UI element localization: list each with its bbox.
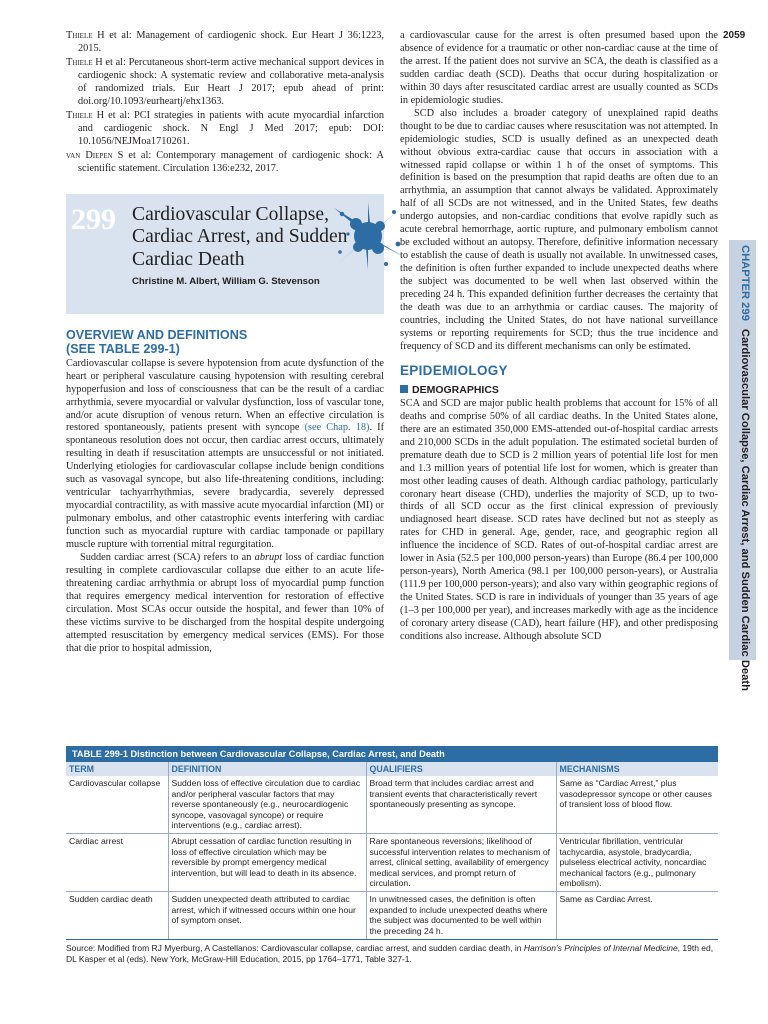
table-cell: Broad term that includes cardiac arrest and transient events that characteristically revert spontaneously presenting as syncope. <box>366 776 556 834</box>
overview-body <box>66 358 384 656</box>
reference-item: van Diepen S et al: Contemporary management of cardiogenic shock: A scientific statement. Circulation 136:e232, 2017. <box>66 149 384 174</box>
column-header: TERM <box>66 762 168 776</box>
table-row <box>66 892 718 940</box>
table-cell: Cardiac arrest <box>66 834 168 892</box>
column-header: MECHANISMS <box>556 762 718 776</box>
table-cell: Rare spontaneous reversions; likelihood of successful intervention relates to mechanism of arrest, clinical setting, availability of emergency medical services, and prompt return of circulation. <box>366 834 556 892</box>
paragraph: SCD also includes a broader category of unexplained rapid deaths thought to be due to cardiac causes where resuscitation was not attempted. In epidemiologic studies, SCD is usually defined as an unexpected death without obvious extra-cardiac cause that occurs in association with a witnessed rapid collapse or within 1 h of the onset of symptoms. This definition is based on the presumption that rapid deaths are often due to an arrhythmia, an assumption that cannot always be validated. Approximately half of all SCDs are not witnessed, and in the United States, few deaths undergo autopsies, and non-cardiac conditions that evolve rapidly such as acute cerebral hemorrhage, aortic rupture, and pulmonary embolism cannot be excluded without an autopsy. Therefore, definitive information necessary to establish the cause of death is usually not available. In unwitnessed cases, the definition is often further expanded to include unexpected deaths where the subject was documented to be well when last observed within the preceding 24 h. This expanded definition further decreases the certainty that the death was due to an arrhythmia or cardiac causes. The majority of countries, including the United States, do not have national surveillance systems or reporting requirements for SCD; thus the true incidence and frequency of SCD and its different mechanisms can only be estimated. <box>400 107 718 352</box>
right-body <box>400 30 718 354</box>
table-cell: Cardiovascular collapse <box>66 776 168 834</box>
table-cell: Sudden unexpected death attributed to cardiac arrest, which if witnessed occurs within one hour of symptom onset. <box>168 892 366 940</box>
page-number: 2059 <box>723 30 746 41</box>
left-column <box>66 30 384 656</box>
chapter-authors: Christine M. Albert, William G. Stevenson <box>132 275 320 287</box>
table-source-note: Source: Modified from RJ Myerburg, A Castellanos: Cardiovascular collapse, cardiac arrest, and sudden cardiac death, in Harrison’s Principles of Internal Medicine, 19th ed, DL Kasper et al (eds). New York, McGraw-Hill Education, 2015, pp 1764–1771, Table 327-1. <box>66 943 714 964</box>
side-tab-title: Cardiovascular Collapse, Cardiac Arrest, and Sudden Cardiac Death <box>739 328 751 691</box>
table-cell: Same as Cardiac Arrest. <box>556 892 718 940</box>
chapter-header <box>66 194 384 314</box>
reference-item: Thiele H et al: Percutaneous short-term active mechanical support devices in cardiogenic shock: A systematic review and collaborative meta-analysis of randomized trials. Eur Heart J 2017; epub ahead of print: doi.org/10.1093/eurheartj/ehx1363. <box>66 57 384 107</box>
chapter-title: Cardiovascular Collapse, Cardiac Arrest, and Sudden Cardiac Death <box>132 203 348 270</box>
column-header: DEFINITION <box>168 762 366 776</box>
table-row <box>66 776 718 834</box>
subsection-heading-demographics: DEMOGRAPHICS <box>400 384 718 396</box>
table-cell: Abrupt cessation of cardiac function resulting in loss of effective circulation which may be reversible by prompt emergency medical intervention, but will lead to death in its absence. <box>168 834 366 892</box>
right-column <box>400 30 718 644</box>
section-heading-overview: OVERVIEW AND DEFINITIONS (SEE TABLE 299-1) <box>66 327 248 357</box>
table-row <box>66 834 718 892</box>
definitions-table <box>66 746 718 964</box>
paragraph: Sudden cardiac arrest (SCA) refers to an abrupt loss of cardiac function resulting in complete cardiovascular collapse due either to an acute life-threatening cardiac arrhythmia or abrupt loss of myocardial pump function that requires emergency medical intervention for restoration of effective circulation. Most SCAs occur outside the hospital, and fewer than 10% of these victims survive to be discharged from the hospital despite undergoing attempted resuscitation by emergency medical services (EMS). For those that die prior to hospital admission, <box>66 552 384 654</box>
table-cell: Sudden cardiac death <box>66 892 168 940</box>
table-header-row <box>66 762 718 776</box>
paragraph: Cardiovascular collapse is severe hypotension from acute dysfunction of the heart or peripheral vasculature causing hypotension with resulting cerebral hypoperfusion and loss of consciousness that can be the result of a cardiac arrhythmia, severe myocardial or valvular dysfunction, loss of vascular tone, and/or acute disruption of venous return. When an effective circulation is restored spontaneously, patients present with syncope (see Chap. 18). If spontaneous resolution does not occur, then cardiac arrest occurs, ultimately resulting in death if resuscitation attempts are unsuccessful or not initiated. Underlying etiologies for cardiovascular collapse include benign conditions such as vasovagal syncope, but also life-threatening conditions, including: ventricular tachyarrhythmias, severe bradycardia, severely depressed myocardial contractility, as with massive acute myocardial infarction (MI) or pulmonary embolus, and other catastrophic events interfering with cardiac function such as myocardial rupture with cardiac tamponade or papillary muscle rupture with torrential mitral regurgitation. <box>66 357 384 551</box>
table-cell: In unwitnessed cases, the definition is often expanded to include unexpected deaths where the subject was documented to be well within the preceding 24 h. <box>366 892 556 940</box>
reference-item: Thiele H et al: PCI strategies in patients with acute myocardial infarction and cardiogenic shock. N Engl J Med 2017; epub: DOI: 10.1056/NEJMoa1710261. <box>66 109 384 147</box>
reference-item: Thiele H et al: Management of cardiogenic shock. Eur Heart J 36:1223, 2015. <box>66 30 384 54</box>
chapter-link[interactable]: (see Chap. 18) <box>304 422 370 434</box>
chapter-side-tab <box>729 240 756 691</box>
paragraph: a cardiovascular cause for the arrest is often presumed based upon the absence of evidence for a traumatic or other non-cardiac cause at the time of the arrest. If the patient does not survive an SCA, the death is classified as a sudden cardiac death (SCD). Deaths that occur during hospitalization or within 30 days after resuscitated cardiac arrest are usually counted as SCDs in epidemiologic studies. <box>400 30 718 106</box>
square-bullet-icon <box>400 385 408 393</box>
table-cell: Same as “Cardiac Arrest,” plus vasodepressor syncope or other causes of transient loss of blood flow. <box>556 776 718 834</box>
side-tab-chapter-label: CHAPTER 299 <box>739 245 751 321</box>
column-header: QUALIFIERS <box>366 762 556 776</box>
reference-list <box>66 30 384 176</box>
table-title: TABLE 299-1 Distinction between Cardiovascular Collapse, Cardiac Arrest, and Death <box>66 746 718 762</box>
paragraph: SCA and SCD are major public health problems that account for 15% of all deaths and comprise 50% of all cardiac deaths. In the United States alone, there are an estimated 350,000 EMS-attended out-of-hospital cardiac arrests and 210,000 SCDs in the adult population. The estimated societal burden of premature death due to SCD is 2 million years of potential life lost for men and 1.3 million years of potential life lost for women, which is greater than most other leading causes of death. Although cardiac pathology, particularly coronary heart disease (CHD), underlies the majority of SCD, up to two-thirds of all SCD occur as the first clinical expression of previously undiagnosed heart disease. SCD rates have declined but not as steeply as rates for CHD in general. Age, gender, race, and geographic region all influence the incidence of SCD. Rates of out-of-hospital cardiac arrest are lower in Asia (52.5 per 100,000 person-years) than Europe (86.4 per 100,000 person-years), North America (98.1 per 100,000 person-years), or Australia (111.9 per 100,000 person-years); and also vary within geographic regions of the United States. SCD is rare in individuals of younger than 35 years of age (1–3 per 100,000 per year), and increases markedly with age as the incidence of coronary artery disease (CAD), heart failure (HF), and other predisposing conditions also increase. Although absolute SCD <box>400 397 718 642</box>
demographics-body <box>400 398 718 644</box>
table-cell: Ventricular fibrillation, ventricular tachycardia, asystole, bradycardia, pulseless electrical activity, noncardiac mechanical factors (e.g., pulmonary embolism). <box>556 834 718 892</box>
chapter-number: 299 <box>71 202 116 236</box>
table-grid <box>66 762 718 940</box>
section-heading-epidemiology: EPIDEMIOLOGY <box>400 362 508 378</box>
table-cell: Sudden loss of effective circulation due to cardiac and/or peripheral vascular factors that may reverse spontaneously (e.g., neurocardiogenic syncope, vasovagal syncope) or require interventions (e.g., cardiac arrest). <box>168 776 366 834</box>
